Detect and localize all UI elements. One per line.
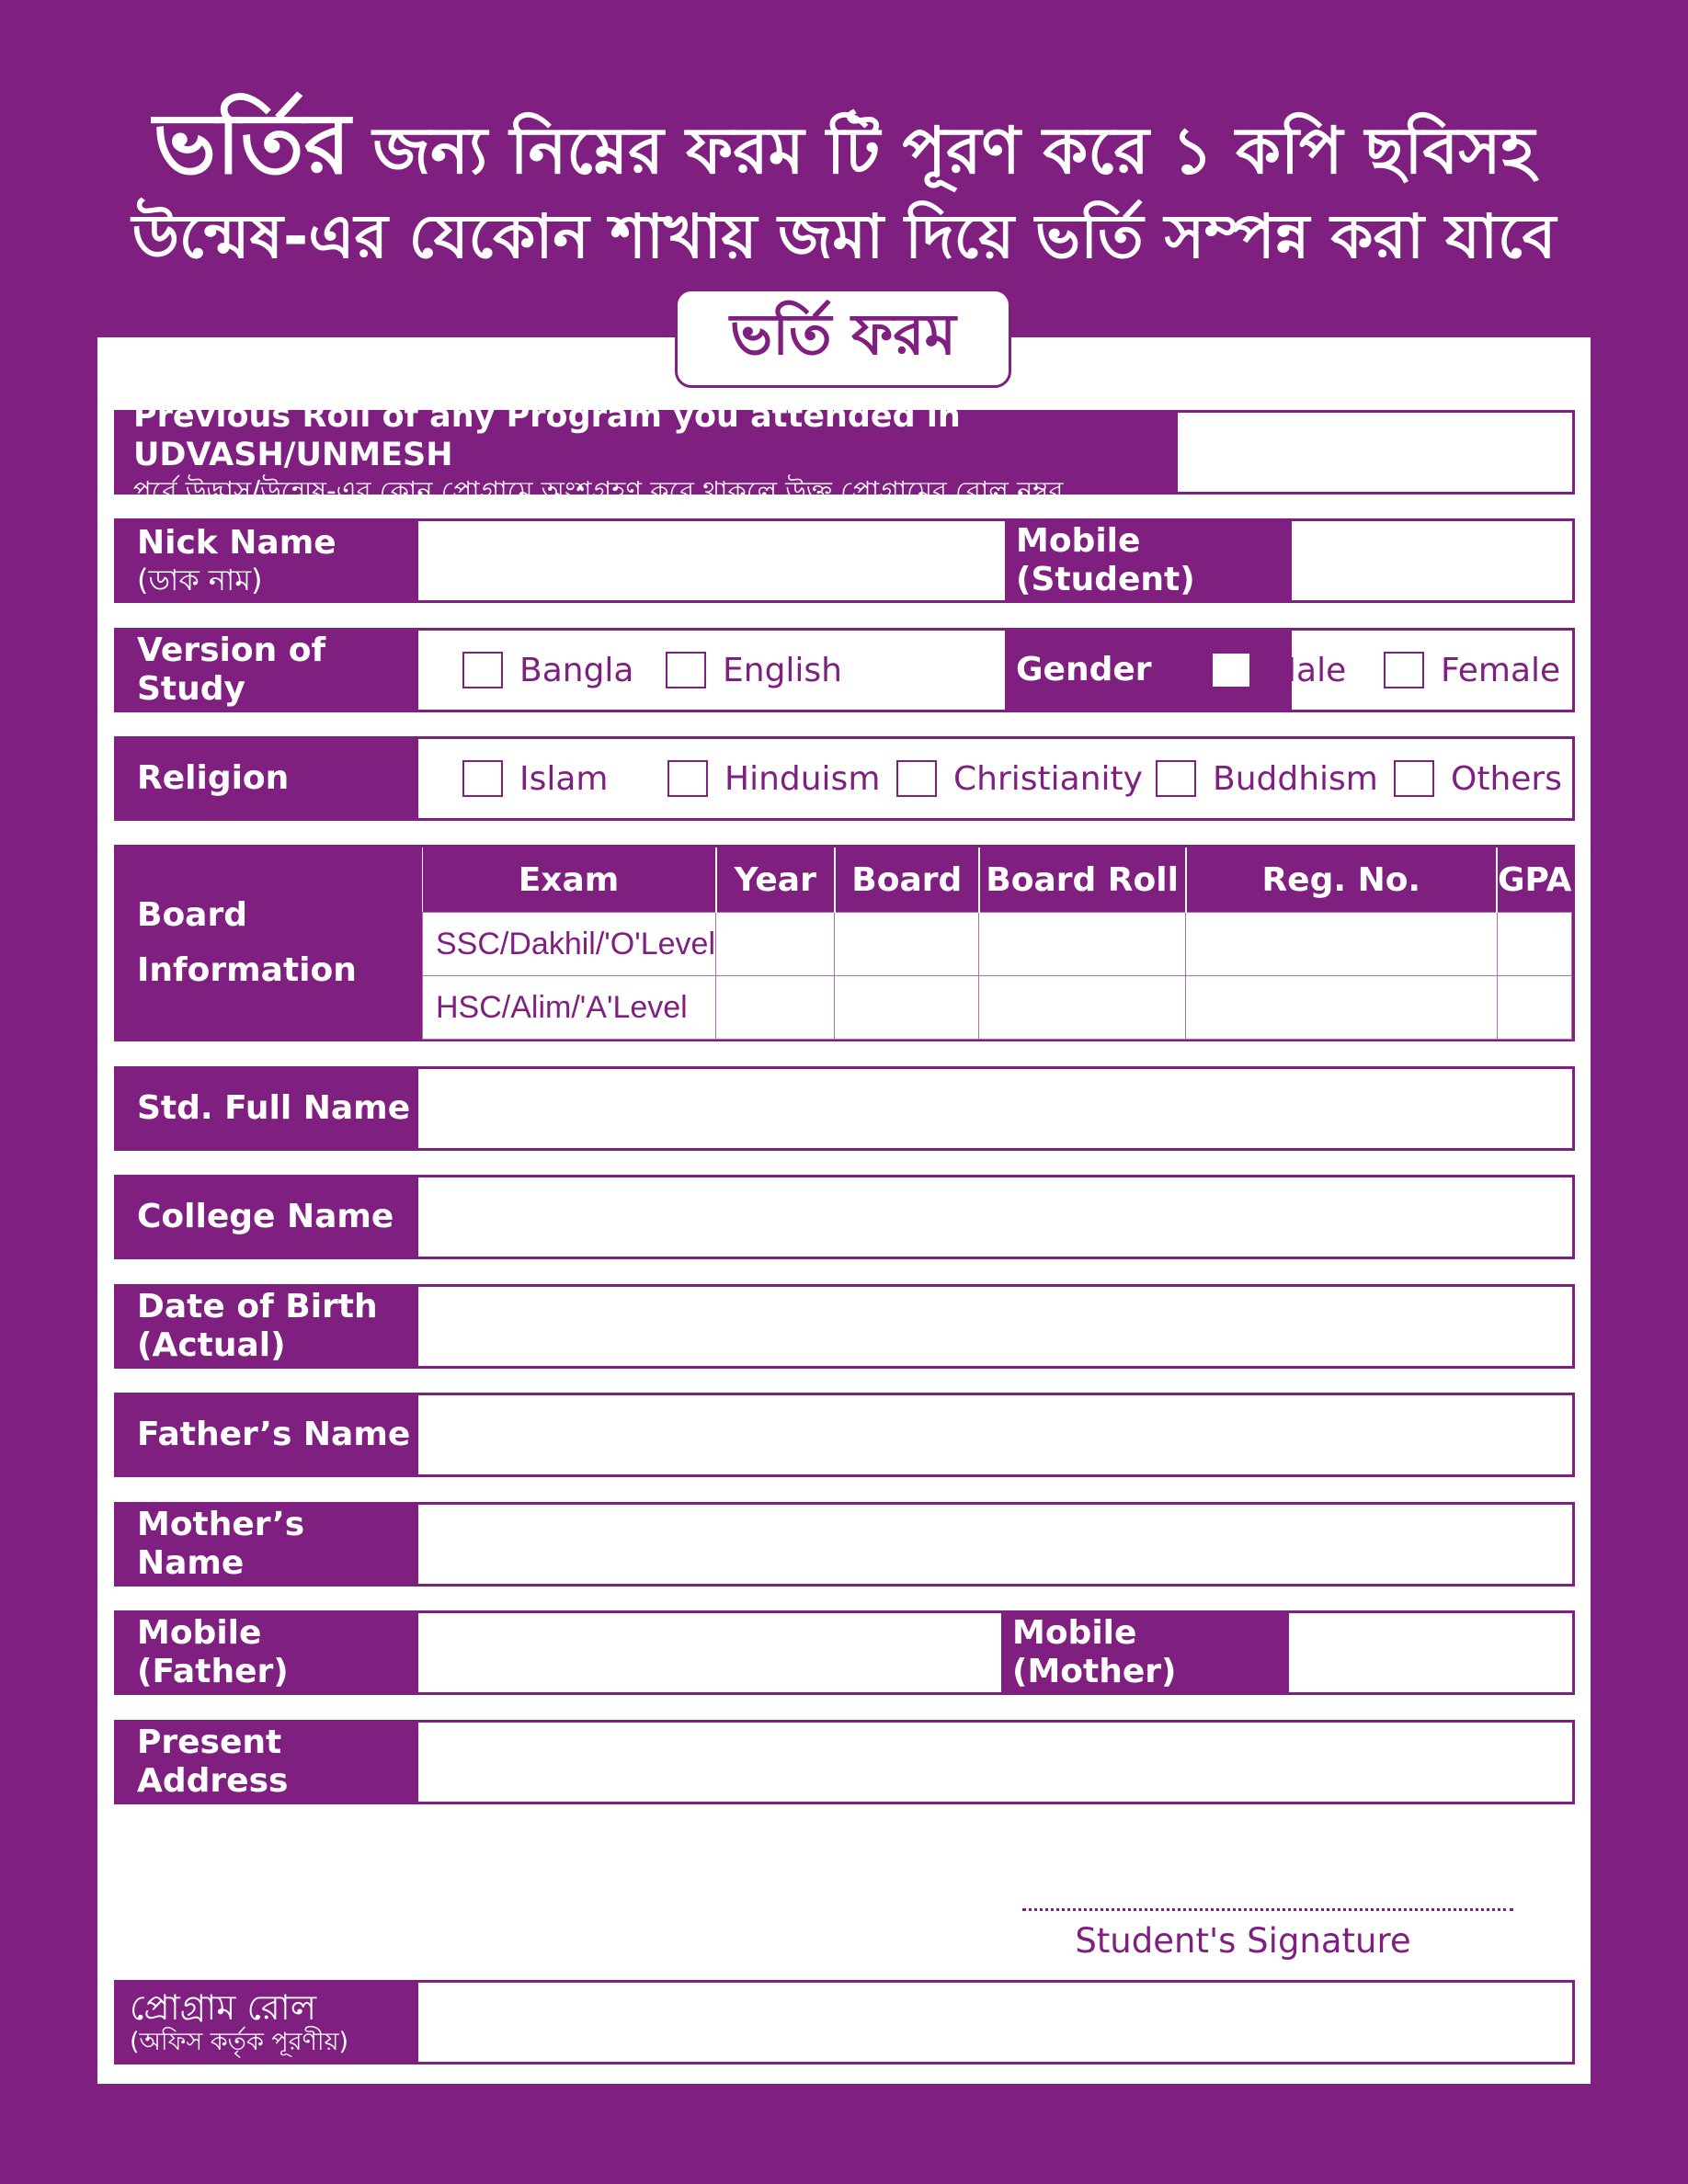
mobile-student-label-text: Mobile (Student) [1016,522,1195,598]
nick-name-row [114,518,1575,603]
col-header-gpa: GPA [1497,847,1572,913]
table-row [423,976,1572,1040]
checkbox-hinduism[interactable] [667,760,708,797]
col-header-board: Board [835,847,979,913]
checkbox-islam[interactable] [462,760,503,797]
mobile-mother-label-text: Mobile (Mother) [1012,1614,1177,1690]
option-label-others: Others [1451,759,1562,798]
signature-label: Student's Signature [1075,1921,1411,1961]
mobile-mother-input[interactable] [1289,1613,1572,1692]
program-roll-label-sub: (অফিস কর্তৃক পূরণীয়) [130,2028,349,2056]
dob-label-line-1: Date of Birth [137,1288,378,1325]
mobile-father-label [117,1613,418,1692]
father-name-label [117,1395,418,1474]
board-cell-ssc[interactable] [835,913,979,976]
option-label-hinduism: Hinduism [724,759,881,798]
college-label-text: College Name [137,1198,394,1235]
address-label-text: Present Address [137,1723,289,1800]
mother-name-label-text: Mother’s Name [137,1506,305,1582]
gpa-cell-hsc[interactable] [1497,976,1572,1040]
option-label-male: Male [1268,651,1347,689]
previous-roll-label [117,398,1178,506]
religion-row [114,736,1575,821]
board-cell-hsc[interactable] [835,976,979,1040]
reg-no-cell-ssc[interactable] [1186,913,1497,976]
program-roll-row [114,1980,1575,2065]
table-row [423,913,1572,976]
heading-line-2: উন্মেষ-এর যেকোন শাখায় জমা দিয়ে ভর্তি সম্পন্ন করা যাবে [131,201,1557,272]
religion-label-text: Religion [137,759,290,797]
version-label-text: Version of Study [137,631,326,708]
checkbox-christianity[interactable] [896,760,937,797]
religion-option-others[interactable] [1394,739,1562,818]
program-roll-input[interactable] [418,1983,1572,2062]
col-header-reg-no: Reg. No. [1186,847,1497,913]
exam-cell-hsc: HSC/Alim/'A'Level [423,976,716,1040]
mother-name-row [114,1502,1575,1587]
dob-row [114,1284,1575,1369]
father-name-input[interactable] [418,1395,1572,1474]
board-table-header-row [423,847,1572,913]
option-label-bangla: Bangla [519,651,634,689]
dob-label-line-2: (Actual) [137,1326,286,1364]
option-label-buddhism: Buddhism [1213,759,1378,798]
previous-roll-input[interactable] [1178,413,1572,492]
version-label [117,631,418,710]
version-option-bangla[interactable] [462,631,634,710]
program-roll-label [117,1983,418,2062]
year-cell-hsc[interactable] [716,976,835,1040]
gender-option-male[interactable] [1211,631,1346,710]
option-label-english: English [723,651,842,689]
board-roll-cell-hsc[interactable] [979,976,1186,1040]
version-option-english[interactable] [666,631,842,710]
reg-no-cell-hsc[interactable] [1186,976,1497,1040]
religion-option-hinduism[interactable] [667,739,880,818]
mobile-student-input[interactable] [1292,521,1572,600]
mother-name-label [117,1505,418,1584]
dob-label [117,1287,418,1366]
option-label-female: Female [1441,651,1561,689]
college-input[interactable] [418,1177,1572,1257]
gpa-cell-ssc[interactable] [1497,913,1572,976]
religion-option-islam[interactable] [462,739,609,818]
previous-roll-row [114,398,1575,506]
heading-line-1 [0,95,1688,194]
col-header-board-roll: Board Roll [979,847,1186,913]
gender-label-text: Gender [1016,651,1152,688]
dob-input[interactable] [418,1287,1572,1366]
previous-roll-label-en: Previous Roll of any Program you attended in UDVASH/UNMESH [133,398,961,473]
board-information-label [117,847,422,1039]
checkbox-others[interactable] [1394,760,1434,797]
gender-option-female[interactable] [1384,631,1560,710]
parents-mobile-row [114,1610,1575,1695]
option-label-christianity: Christianity [953,759,1143,798]
mobile-mother-label [1001,1613,1289,1692]
version-gender-row [114,628,1575,712]
previous-roll-label-bn: পূর্বে উদ্ভাস/উন্মেষ-এর কোন প্রোগ্রামে অংশগ্রহণ করে থাকলে উক্ত প্রোগ্রামের রোল নম্বর [133,475,1064,506]
exam-cell-ssc: SSC/Dakhil/'O'Level [423,913,716,976]
college-row [114,1175,1575,1259]
signature-line[interactable] [1022,1908,1513,1911]
full-name-label [117,1069,418,1148]
address-input[interactable] [418,1723,1572,1802]
board-label-line-2: Information [137,951,357,989]
full-name-input[interactable] [418,1069,1572,1148]
option-label-islam: Islam [519,759,609,798]
mobile-father-label-text: Mobile (Father) [137,1614,289,1690]
mobile-father-input[interactable] [418,1613,1001,1692]
religion-option-buddhism[interactable] [1156,739,1378,818]
checkbox-female[interactable] [1384,652,1424,688]
heading-emphasis: ভর্তির [153,95,351,193]
board-table [422,847,1572,1040]
religion-label [117,739,418,818]
col-header-year: Year [716,847,835,913]
nick-name-label-sub: (ডাক নাম) [137,563,263,597]
address-row [114,1720,1575,1804]
nick-name-label-text: Nick Name [137,524,336,562]
checkbox-bangla[interactable] [462,652,503,688]
address-label [117,1723,418,1802]
full-name-row [114,1066,1575,1151]
father-name-row [114,1393,1575,1477]
religion-option-christianity[interactable] [896,739,1143,818]
college-label [117,1177,418,1257]
form-title: ভর্তি ফরম [675,289,1011,388]
checkbox-buddhism[interactable] [1156,760,1196,797]
col-header-exam: Exam [423,847,716,913]
mobile-student-label [1005,521,1292,600]
board-information-block [114,845,1575,1041]
full-name-label-text: Std. Full Name [137,1089,411,1127]
father-name-label-text: Father’s Name [137,1416,411,1453]
nick-name-input[interactable] [418,521,1005,600]
page-heading [0,95,1688,280]
mother-name-input[interactable] [418,1505,1572,1584]
checkbox-male[interactable] [1211,652,1251,688]
checkbox-english[interactable] [666,652,706,688]
heading-line-1-text: জন্য নিম্নের ফরম টি পূরণ করে ১ কপি ছবিসহ [350,113,1535,188]
program-roll-label-text: প্রোগ্রাম রোল [130,1987,317,2028]
board-label-line-1: Board [137,896,247,934]
year-cell-ssc[interactable] [716,913,835,976]
board-roll-cell-ssc[interactable] [979,913,1186,976]
nick-name-label [117,521,418,600]
